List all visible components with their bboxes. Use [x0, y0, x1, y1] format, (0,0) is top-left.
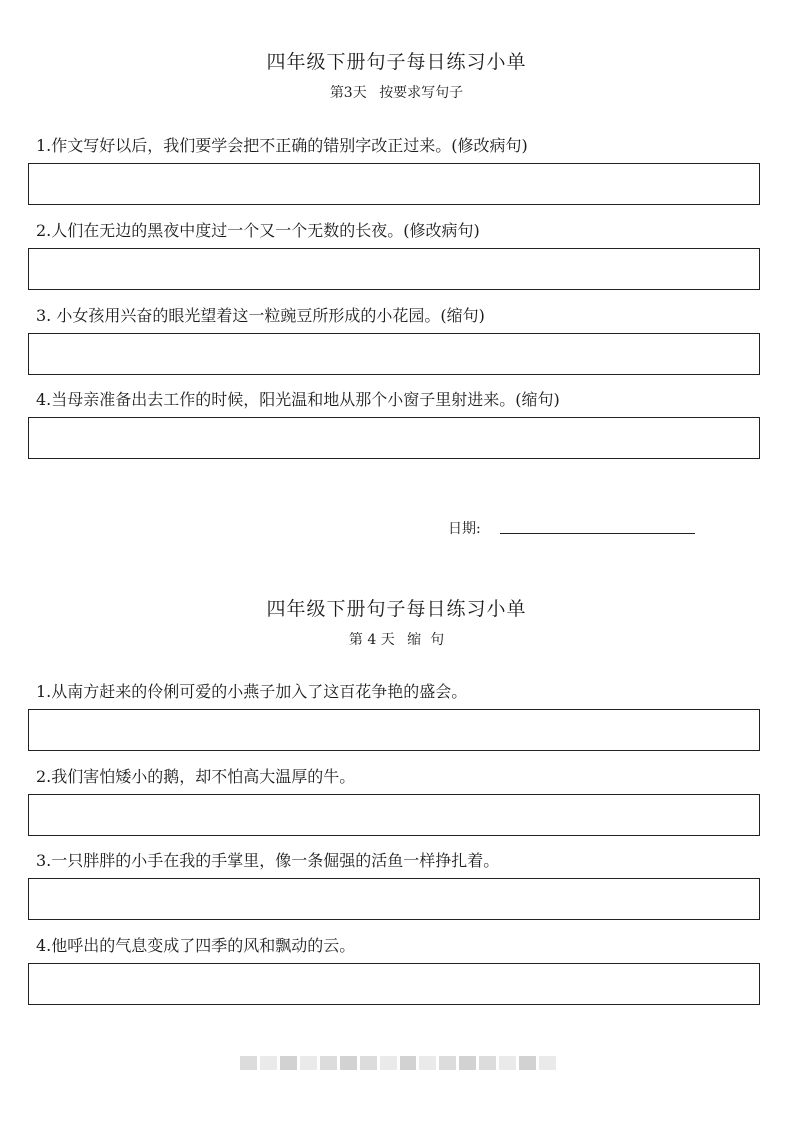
sheet1-question-1: 1.作文写好以后，我们要学会把不正确的错别字改正过来。(修改病句) — [36, 136, 528, 155]
sheet1-answer-box-4[interactable] — [28, 417, 760, 459]
sheet2-answer-box-1[interactable] — [28, 709, 760, 751]
sheet2-question-1: 1.从南方赶来的伶俐可爱的小燕子加入了这百花争艳的盛会。 — [36, 682, 468, 701]
sheet1-answer-box-3[interactable] — [28, 333, 760, 375]
sheet1-question-4: 4.当母亲准备出去工作的时候，阳光温和地从那个小窗子里射进来。(缩句) — [36, 390, 560, 409]
sheet2-subtitle — [0, 629, 793, 649]
sheet2-question-3: 3.一只胖胖的小手在我的手掌里，像一条倔强的活鱼一样挣扎着。 — [36, 851, 500, 870]
sheet1-question-2: 2.人们在无边的黑夜中度过一个又一个无数的长夜。(修改病句) — [36, 221, 480, 240]
sheet1-day: 第3天 — [329, 85, 367, 101]
date-label: 日期: — [448, 521, 481, 537]
sheet2-day: 第 4 天 — [348, 632, 395, 648]
sheet1-answer-box-1[interactable] — [28, 163, 760, 205]
sheet2-answer-box-2[interactable] — [28, 794, 760, 836]
sheet2-answer-box-3[interactable] — [28, 878, 760, 920]
sheet2-title: 四年级下册句子每日练习小单 — [266, 598, 527, 620]
sheet2-question-4: 4.他呼出的气息变成了四季的风和飘动的云。 — [36, 936, 356, 955]
footer-watermark — [240, 1056, 556, 1070]
sheet1-task: 按要求写句子 — [379, 85, 464, 101]
sheet1-question-3: 3. 小女孩用兴奋的眼光望着这一粒豌豆所形成的小花园。(缩句) — [36, 306, 485, 325]
sheet1-title: 四年级下册句子每日练习小单 — [266, 51, 527, 73]
sheet1-subtitle — [0, 82, 793, 102]
sheet2-task: 缩 句 — [407, 632, 445, 648]
date-input-line[interactable] — [500, 533, 695, 534]
sheet2-question-2: 2.我们害怕矮小的鹅，却不怕高大温厚的牛。 — [36, 767, 356, 786]
sheet2-answer-box-4[interactable] — [28, 963, 760, 1005]
sheet1-answer-box-2[interactable] — [28, 248, 760, 290]
